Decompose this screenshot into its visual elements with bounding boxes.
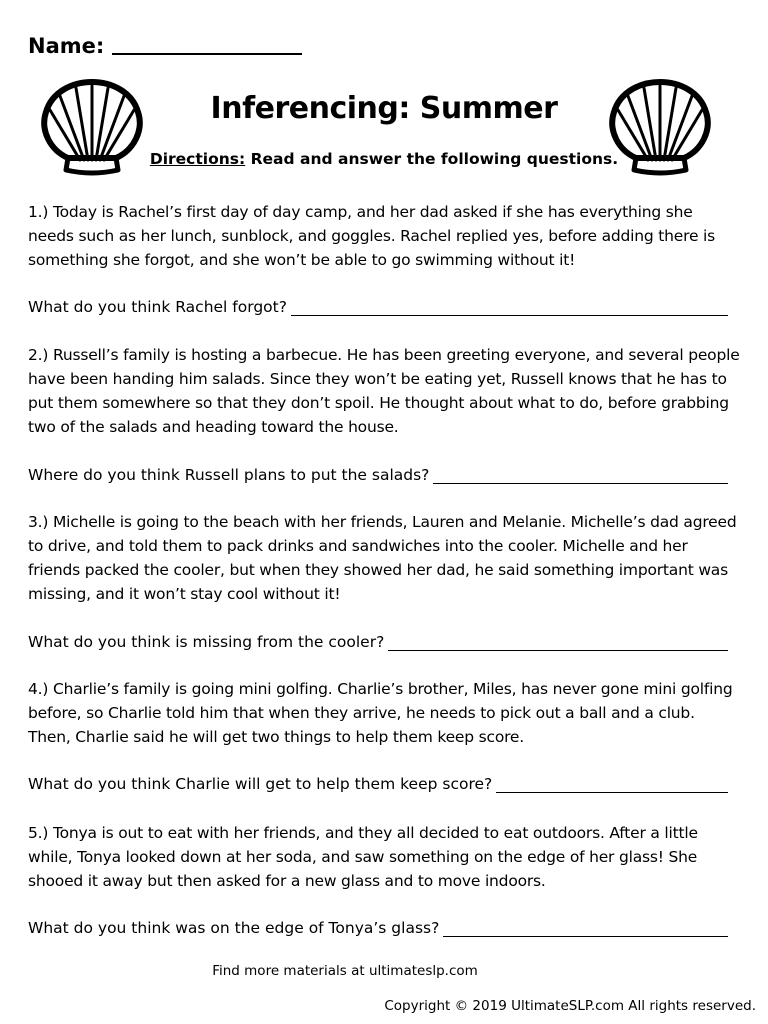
name-label: Name: [28,34,105,58]
name-blank-line[interactable] [112,53,302,55]
directions-text: Read and answer the following questions. [245,150,619,168]
scallop-shell-icon [606,78,714,178]
answer-line-2[interactable] [433,483,728,484]
question-1-prompt: What do you think Rachel forgot? [28,298,287,316]
question-1-passage: 1.) Today is Rachel’s first day of day camp, and her dad asked if she has everything she needs such as her lunch, sunblock, and goggles. Rachel replied yes, before adding there is something she forgot, and she won’t be able to go swimming without it! [28,203,715,269]
footer-copyright: Copyright © 2019 UltimateSLP.com All rights reserved. [384,998,756,1014]
question-5-passage: 5.) Tonya is out to eat with her friends, and they all decided to eat outdoors. After a little while, Tonya looked down at her soda, and saw something on the edge of her glass! She shooed it away but then asked for a new glass and to move indoors. [28,824,698,890]
directions-label: Directions: [149,150,246,168]
answer-line-4[interactable] [496,792,728,793]
question-3-prompt: What do you think is missing from the cooler? [28,633,385,651]
question-2-answer [28,463,728,487]
question-1-answer [28,295,728,319]
question-4-prompt: What do you think Charlie will get to help them keep score? [28,775,493,793]
answer-line-5[interactable] [443,936,728,937]
question-4-answer [28,772,728,796]
question-5-answer [28,916,728,940]
question-5-prompt: What do you think was on the edge of Tonya’s glass? [28,919,440,937]
page-title: Inferencing: Summer [210,91,558,126]
question-4-passage: 4.) Charlie’s family is going mini golfing. Charlie’s brother, Miles, has never gone mini golfing before, so Charlie told him that when they arrive, he needs to pick out a ball and a club. Then, Charlie said he will get two things to help them keep score. [28,680,733,746]
name-field [28,34,302,58]
footer-find-more: Find more materials at ultimateslp.com [212,963,478,979]
answer-line-1[interactable] [291,315,728,316]
question-3-passage: 3.) Michelle is going to the beach with her friends, Lauren and Melanie. Michelle’s dad agreed to drive, and told them to pack drinks and sandwiches into the cooler. Michelle and her friends packed the cooler, but when they showed her dad, he said something important was missing, and it won’t stay cool without it! [28,513,737,603]
question-3-answer [28,630,728,654]
question-2-passage: 2.) Russell’s family is hosting a barbecue. He has been greeting everyone, and several people have been handing him salads. Since they won’t be eating yet, Russell knows that he has to put them somewhere so that they don’t spoil. He thought about what to do, before grabbing two of the salads and heading toward the house. [28,346,740,436]
question-2-prompt: Where do you think Russell plans to put the salads? [28,466,430,484]
answer-line-3[interactable] [388,650,728,651]
